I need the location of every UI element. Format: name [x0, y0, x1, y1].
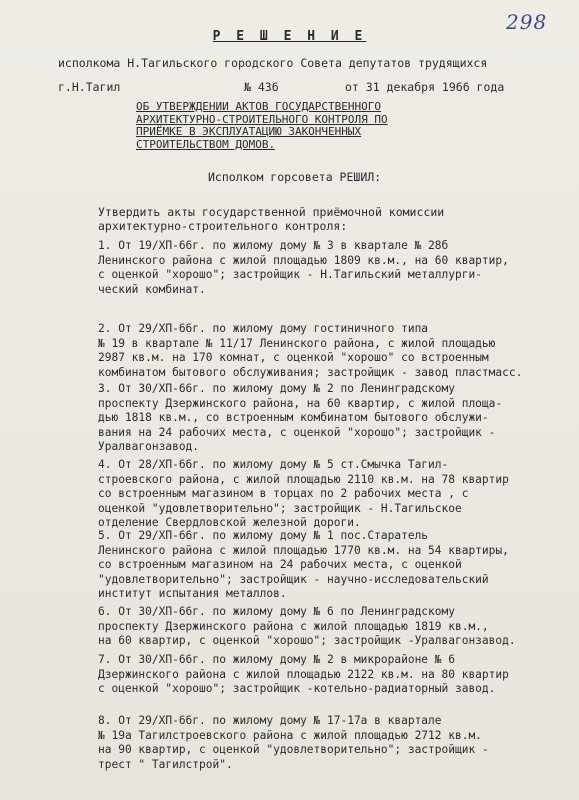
resolution-item: 1. От 19/ХП-66г. по жилому дому № 3 в квартале № 28б Ленинского района с жилой площадью 1809 кв.м., на 60 квартир, с оценкой "хорошо"; застройщик - Н.Тагильский металлурги- ческий комбинат. — [98, 239, 509, 296]
resolution-heading: Исполком горсовета РЕШИЛ: — [208, 170, 382, 184]
issuing-authority: исполкома Н.Тагильского городского Совета депутатов трудящихся — [58, 56, 488, 70]
resolution-item: 6. От 30/ХП-66г. по жилому дому № 6 по Ленинградскому проспекту Дзержинского района с жилой площадью 1819 кв.м., на 60 квартир, с оценкой "хорошо"; застройщик -Уралвагонзавод. — [98, 605, 516, 647]
resolution-item: 7. От 30/ХП-66г. по жилому дому № 2 в микрорайоне № 6 Дзержинского района с жилой площадью 2122 кв.м. на 80 квартир с оценкой "хорошо"; застройщик -котельно-радиаторный завод. — [98, 653, 509, 695]
document-number: № 436 — [244, 80, 279, 94]
resolution-item: 3. От 30/ХП-66г. по жилому дому № 2 по Ленинградскому проспекту Дзержинского района, на 60 квартир, с жилой площа- дью 1818 кв.м., со встроенным комбинатом бытового обслужи- вания на 24 рабочих места, с оценкой "хорошо"; застройщик - Уралвагонзавод. — [98, 382, 503, 453]
resolution-item: 8. От 29/ХП-66г. по жилому дому № 17-17а в квартале № 19а Тагилстроевского района с жилой площадью 2712 кв.м. на 90 квартир, с оценкой "удовлетворительно"; застройщик - трест " Тагилстрой". — [98, 714, 489, 771]
resolution-intro: Утвердить акты государственной приёмочной комиссии архитектурно-строительного контроля: — [98, 205, 445, 233]
resolution-item: 2. От 29/ХП-66г. по жилому дому гостиничного типа № 19 в квартале № 11/17 Ленинского района, с жилой площадью 2987 кв.м. на 170 комнат, с оценкой "хорошо" со встроенным комбинатом бытового обслуживания; застройщик - завод пластмасс. — [98, 322, 523, 379]
document-title: Р Е Ш Е Н И Е — [212, 29, 367, 44]
resolution-item: 4. От 28/ХП-66г. по жилому дому № 5 ст.Смычка Тагил- строевского района, с жилой площадью 2110 кв.м. на 78 квартир со встроенным магазином в торцах по 2 рабочих места , с оценкой "удовлетворительно"; застройщик - Н.Тагильское отделение Свердловской железной дороги. — [98, 458, 509, 529]
document-subject: ОБ УТВЕРЖДЕНИИ АКТОВ ГОСУДАРСТВЕННОГО АРХИТЕКТУРНО-СТРОИТЕЛЬНОГО КОНТРОЛЯ ПО ПРИЁМКЕ В ЭКСПЛУАТАЦИЮ ЗАКОНЧЕННЫХ СТРОИТЕЛЬСТВОМ ДОМОВ. — [136, 100, 388, 151]
resolution-item: 5. От 29/ХП-66г. по жилому дому № 1 пос.Старатель Ленинского района с жилой площадью 1770 кв.м. на 54 квартиры, со встроенным магазином на 24 рабочих места, с оценкой "удовлетворительно"; застройщик - научно-исследовательский институт испытания металлов. — [98, 529, 509, 600]
document-city: г.Н.Тагил — [58, 80, 121, 94]
document-date: от 31 декабря 1966 года — [345, 80, 505, 94]
page-number: 298 — [506, 10, 548, 34]
